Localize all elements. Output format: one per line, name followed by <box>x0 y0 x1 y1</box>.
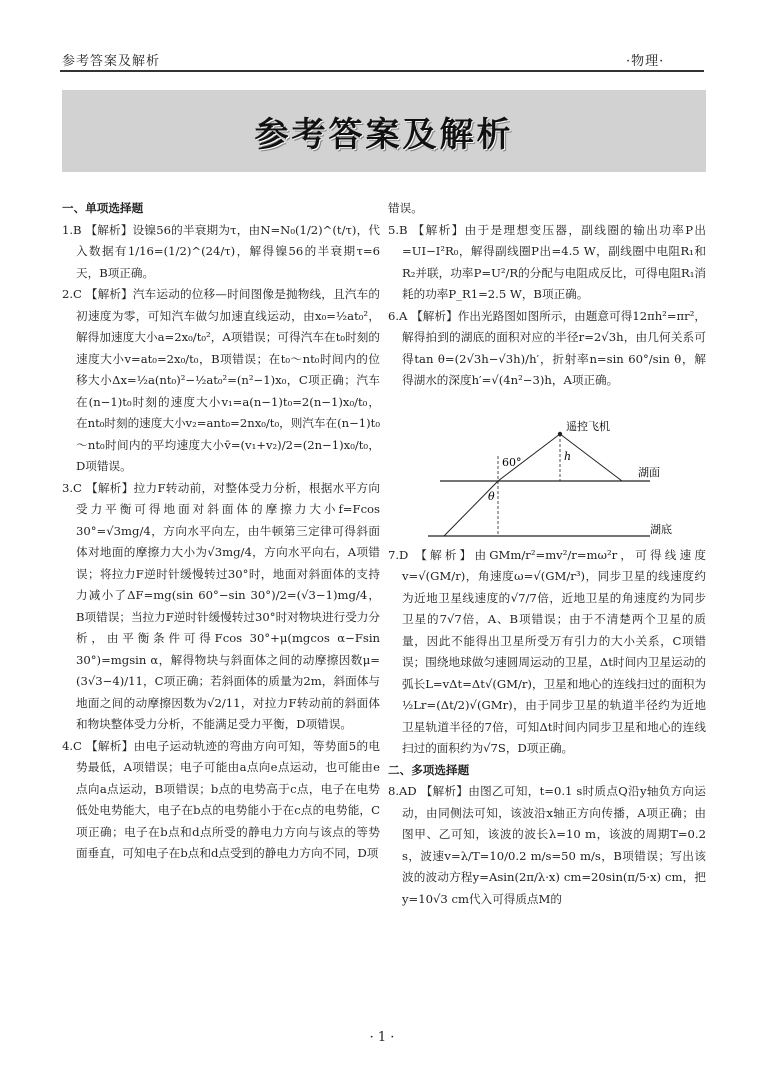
drone-point <box>558 431 562 435</box>
answer-item: 8.AD 【解析】由图乙可知，t=0.1 s时质点Q沿y轴负方向运动，由同侧法可知，该波沿x轴正方向传播，A项正确；由图甲、乙可知，该波的波长λ=10 m，该波的周期T=0.2 s，波速v=λ/T=10/0.2 m/s=50 m/s，B项错误；写出该波的波动方程y=Asin(2π/λ·x) cm=20sin(π/5·x) cm，把y=10√3 cm代入可得质点M的 <box>388 784 706 906</box>
section-heading: 一、单项选择题 <box>62 201 144 215</box>
right-column <box>388 198 706 910</box>
label-drone: 遥控飞机 <box>566 419 610 433</box>
answer-item: 2.C 【解析】汽车运动的位移—时间图像是抛物线，且汽车的初速度为零，可知汽车做匀加速直线运动，由x₀=½at₀²，解得加速度大小a=2x₀/t₀²，A项错误；可得汽车在t₀时刻的速度大小v=at₀=2x₀/t₀，B项错误；在t₀～nt₀时间内的位移大小Δx=½a(nt₀)²−½at₀²=(n²−1)x₀，C项正确；汽车在(n−1)t₀时刻的速度大小v₁=a(n−1)t₀=2(n−1)x₀/t₀，在nt₀时刻的速度大小v₂=ant₀=2nx₀/t₀，则汽车在(n−1)t₀～nt₀时间内的平均速度大小v̄=(v₁+v₂)/2=(2n−1)x₀/t₀，D项错误。 <box>62 287 380 473</box>
optics-figure <box>388 396 706 541</box>
answer-item: 5.B 【解析】由于是理想变压器，副线圈的输出功率P出=UI−I²R₀，解得副线圈P出=4.5 W，副线圈中电阻R₁和R₂并联，功率P=U²/R的分配与电阻成反比，可得电阻R₁消耗的功率P_R1=2.5 W，B项正确。 <box>388 222 706 301</box>
header-subject: ·物理· <box>626 54 665 69</box>
left-column <box>62 198 380 865</box>
right-column-top <box>388 198 706 392</box>
right-column-bottom <box>388 545 706 911</box>
label-angle: 60° <box>502 455 522 469</box>
page-number: · 1 · <box>369 1030 395 1045</box>
label-bottom: 湖底 <box>650 522 672 536</box>
answer-item: 6.A 【解析】作出光路图如图所示，由题意可得12πh²=πr²，解得拍到的湖底的面积对应的半径r=2√3h，由几何关系可得tan θ=(2√3h−√3h)/h′，折射率n=sin 60°/sin θ，解得湖水的深度h′=√(4n²−3)h，A项正确。 <box>388 308 706 387</box>
header-rule <box>60 70 704 72</box>
label-surface: 湖面 <box>638 465 660 479</box>
title-banner <box>62 90 706 172</box>
section-heading: 二、多项选择题 <box>388 762 470 777</box>
answer-item: 4.C 【解析】由电子运动轨迹的弯曲方向可知，等势面5的电势最低，A项错误；电子可能由a点向e点运动，也可能由e点向a点运动，B项错误；b点的电势高于c点，电子在电势低处电势能大，电子在b点的电势能小于在c点的电势能，C项正确；电子在b点和d点所受的静电力方向与该点的等势面垂直，可知电子在b点和d点受到的静电力方向不同，D项 <box>62 738 380 860</box>
answer-item: 错误。 <box>388 201 423 215</box>
light-path-diagram <box>388 396 706 541</box>
label-h: h <box>564 449 572 463</box>
header-title: 参考答案及解析 <box>62 54 161 69</box>
page-title: 参考答案及解析 <box>254 114 514 155</box>
label-theta: θ <box>488 489 495 503</box>
answer-item: 1.B 【解析】设镍56的半衰期为τ，由N=N₀(1/2)^(t/τ)，代入数据有1/16=(1/2)^(24/τ)，解得镍56的半衰期τ=6天，B项正确。 <box>62 222 380 280</box>
answer-item: 3.C 【解析】拉力F转动前，对整体受力分析，根据水平方向受力平衡可得地面对斜面体的摩擦力大小f=Fcos 30°=√3mg/4，方向水平向左，由牛顿第三定律可得斜面体对地面的摩擦力大小为√3mg/4，方向水平向右，A项错误；将拉力F逆时针缓慢转过30°时，地面对斜面体的支持力减小了ΔF=mg(sin 60°−sin 30°)/2=(√3−1)mg/4，B项错误；当拉力F逆时针缓慢转过30°时对物块进行受力分析，由平衡条件可得Fcos 30°+μ(mgcos α−Fsin 30°)=mgsin α，解得物块与斜面体之间的动摩擦因数μ=(3√3−4)/11，C项正确；若斜面体的质量为2m，斜面体与地面之间的动摩擦因数为√2/11，对拉力F转动前的斜面体和物块整体受力分析，不能满足受力平衡，D项错误。 <box>62 480 380 731</box>
answer-item: 7.D 【解析】由GMm/r²=mv²/r=mω²r，可得线速度v=√(GM/r)，角速度ω=√(GM/r³)，同步卫星的线速度约为近地卫星线速度的√7/7倍，近地卫星的角速度约为同步卫星的7√7倍，A、B项错误；由于不清楚两个卫星的质量，因此不能得出卫星所受万有引力的大小关系，C项错误；围绕地球做匀速圆周运动的卫星，Δt时间内卫星运动的弧长L=vΔt=Δt√(GM/r)，卫星和地心的连线扫过的面积为½Lr=(Δt/2)√(GMr)，由于同步卫星的轨道半径约为近地卫星轨道半径的7倍，可知Δt时间内同步卫星和地心的连线扫过的面积约为√7S，D项正确。 <box>388 547 706 755</box>
